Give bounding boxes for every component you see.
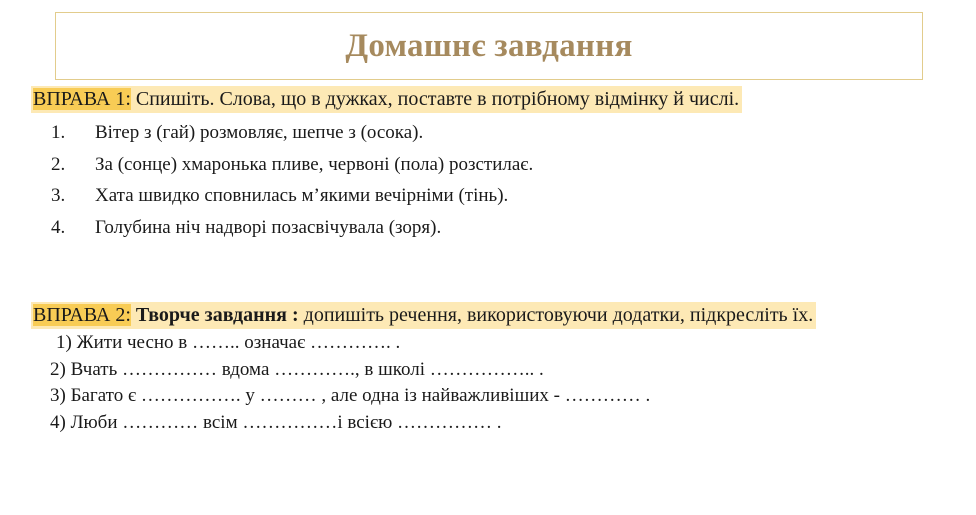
item-number: 3. <box>51 185 66 206</box>
exercise-1-list <box>51 117 533 243</box>
page-title: Домашнє завдання <box>345 27 633 64</box>
title-box <box>55 12 923 80</box>
exercise-2-task-title: Творче завдання : <box>135 304 299 326</box>
list-item <box>51 117 533 149</box>
list-item: 2) Вчать …………… вдома …………., в школі …………….. . <box>50 358 544 380</box>
exercise-1-label: ВПРАВА 1: <box>33 88 131 110</box>
list-item <box>51 212 533 244</box>
list-item: 4) Люби ………… всім ……………і всією …………… . <box>50 411 502 433</box>
list-item: 3) Багато є ……………. у ……… , але одна із найважливіших - ………… . <box>50 385 651 406</box>
item-text: Голубина ніч надворі позасвічувала (зоря). <box>95 216 442 238</box>
exercise-2-list <box>0 330 651 436</box>
item-text: За (сонце) хмаронька пливе, червоні (пола) розстилає. <box>95 153 534 175</box>
list-item: 1) Жити чесно в …….. означає …………. . <box>56 332 401 353</box>
exercise-1-heading <box>31 86 742 113</box>
exercise-2-instruction: допишіть речення, використовуючи додатки, підкресліть їх. <box>298 304 814 326</box>
item-number: 2. <box>51 153 66 175</box>
list-item <box>51 180 533 212</box>
item-text: Вітер з (гай) розмовляє, шепче з (осока). <box>95 122 424 143</box>
item-number: 4. <box>51 216 66 238</box>
item-text: Хата швидко сповнилась м’якими вечірніми (тінь). <box>95 185 509 206</box>
item-number: 1. <box>51 122 66 143</box>
exercise-2-label: ВПРАВА 2: <box>33 304 131 326</box>
exercise-2-heading <box>31 302 816 329</box>
list-item <box>51 149 533 181</box>
exercise-1-instruction: Спишіть. Слова, що в дужках, поставте в потрібному відмінку й числі. <box>130 88 740 110</box>
